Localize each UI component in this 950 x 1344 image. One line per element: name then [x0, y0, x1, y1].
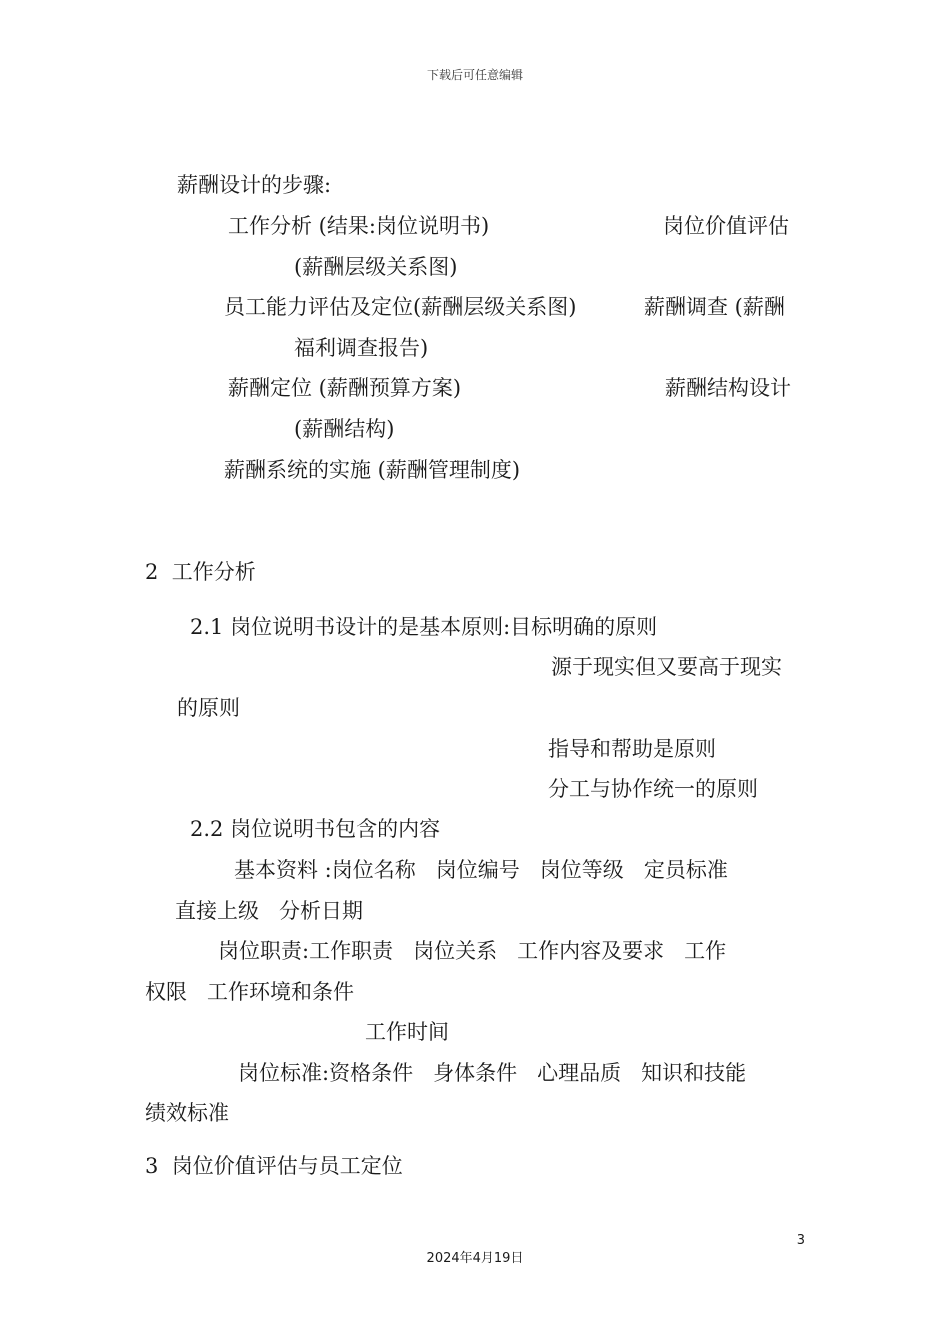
step4: 薪酬系统的实施 (薪酬管理制度) — [224, 458, 521, 482]
principle-2: 源于现实但又要高于现实 — [551, 655, 782, 679]
step2-left: 员工能力评估及定位(薪酬层级关系图) — [224, 295, 577, 319]
principle-3: 指导和帮助是原则 — [548, 737, 716, 761]
step2-continuation: 福利调查报告) — [294, 336, 429, 360]
duty-line1: 岗位职责:工作职责 岗位关系 工作内容及要求 工作 — [218, 939, 727, 963]
step3-right: 薪酬结构设计 — [665, 376, 791, 400]
step1-left: 工作分析 (结果:岗位说明书) — [228, 214, 490, 238]
standard-line1: 岗位标准:资格条件 身体条件 心理品质 知识和技能 — [238, 1061, 747, 1085]
section21-title: 2.1 岗位说明书设计的是基本原则:目标明确的原则 — [190, 615, 658, 639]
duty-line3: 工作时间 — [365, 1020, 449, 1044]
principle-4: 分工与协作统一的原则 — [548, 777, 758, 801]
basic-info-line1: 基本资料 :岗位名称 岗位编号 岗位等级 定员标准 — [234, 858, 728, 882]
step3-left: 薪酬定位 (薪酬预算方案) — [228, 376, 462, 400]
section3-heading: 3 岗位价值评估与员工定位 — [145, 1154, 403, 1178]
footer-date: 2024年4月19日 — [426, 1251, 524, 1266]
step1-continuation: (薪酬层级关系图) — [294, 255, 458, 279]
step2-right: 薪酬调查 (薪酬 — [644, 295, 785, 319]
section22-title: 2.2 岗位说明书包含的内容 — [190, 817, 441, 841]
step3-continuation: (薪酬结构) — [294, 417, 395, 441]
principle-2-continuation: 的原则 — [177, 696, 240, 720]
steps-title: 薪酬设计的步骤: — [177, 173, 332, 197]
basic-info-line2: 直接上级 分析日期 — [175, 899, 364, 923]
standard-line2: 绩效标准 — [145, 1101, 229, 1125]
page-header: 下载后可任意编辑 — [426, 68, 523, 82]
step1-right: 岗位价值评估 — [663, 214, 789, 238]
section2-heading: 2 工作分析 — [145, 560, 256, 584]
duty-line2: 权限 工作环境和条件 — [145, 980, 355, 1004]
page-number: 3 — [796, 1233, 805, 1248]
